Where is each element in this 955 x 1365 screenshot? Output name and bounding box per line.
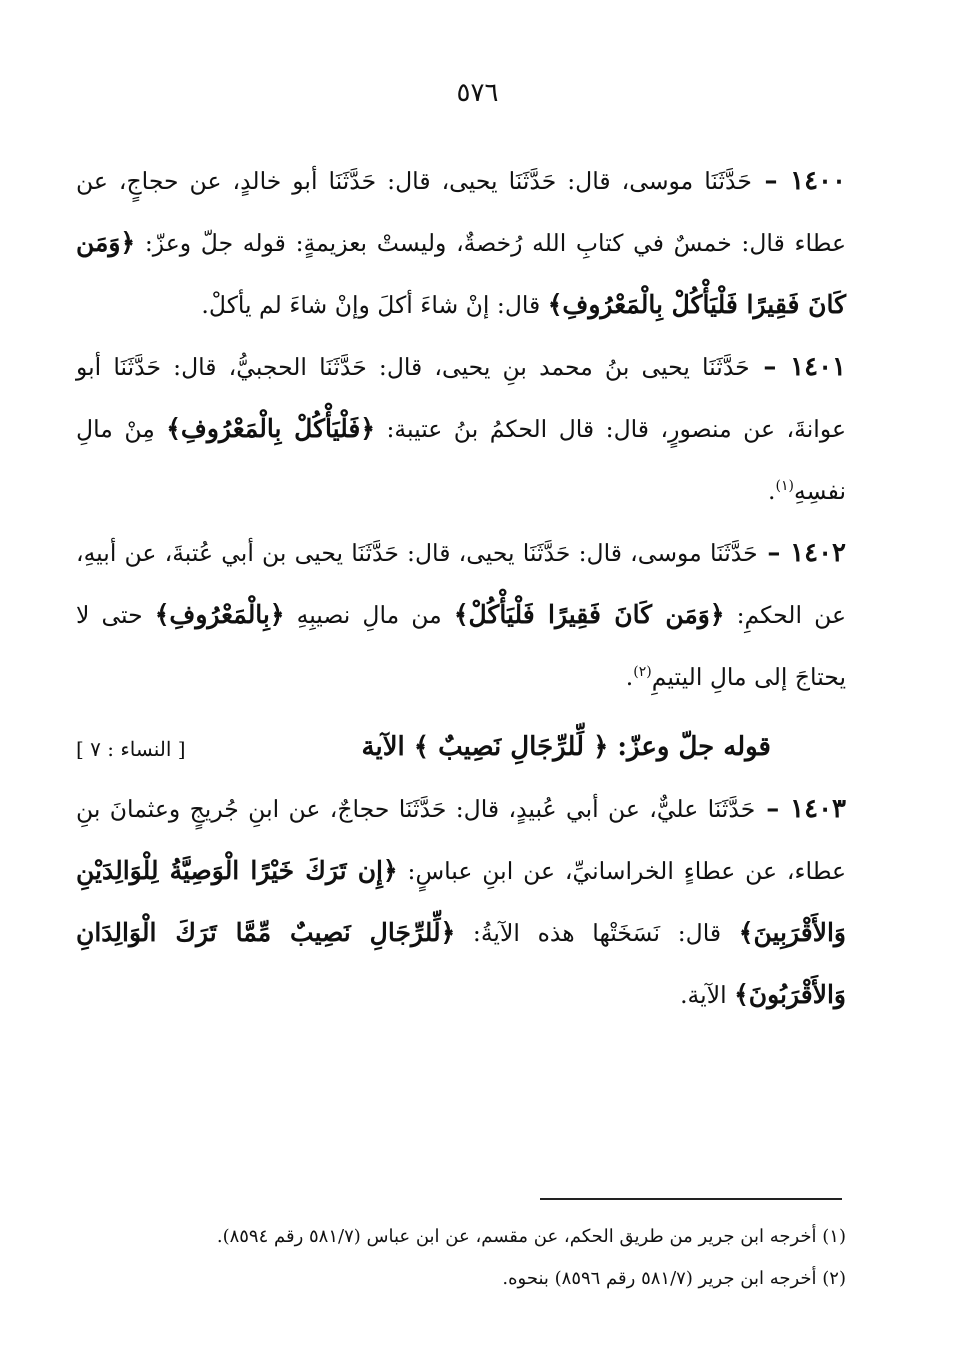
hadith-paragraph-1402 — [76, 522, 846, 708]
hadith-text: مِنْ مالِ نفسِهِ — [76, 415, 846, 505]
hadith-text: حَدَّثَنَا يحيى بنُ محمد بنِ يحيى، قال: حَدَّثَنَا الحجبيُّ، قال: حَدَّثَنَا أبو عوانةَ، عن منصورٍ، قال: قال الحكمُ بنُ عتيبة: — [76, 353, 846, 443]
hadith-text: قال: إنْ شاءَ أكلَ وإنْ شاءَ لم يأكلْ. — [201, 291, 548, 319]
hadith-paragraph-1400 — [76, 150, 846, 336]
hadith-paragraph-1403 — [76, 778, 846, 1026]
hadith-number: ١٤٠٢ — [790, 538, 846, 568]
quran-quote: ﴿إِن تَرَكَ خَيْرًا الْوَصِيَّةُ لِلْوَالِدَيْنِ وَالأَقْرَبِينَ﴾ — [76, 856, 846, 947]
footnotes — [76, 1216, 846, 1300]
hadith-dash: – — [751, 166, 791, 196]
hadith-text: قال: نَسَخَتْها هذه الآيةُ: — [455, 919, 739, 947]
quran-quote: ﴿وَمَن كَانَ فَقِيرًا فَلْيَأْكُلْ﴾ — [453, 600, 725, 629]
main-text — [76, 150, 846, 1026]
hadith-text: حَدَّثَنَا موسى، قال: حَدَّثَنَا يحيى، قال: حَدَّثَنَا أبو خالدٍ، عن حجاجٍ، عن عطاء قال: خمسٌ في كتابِ الله رُخصةٌ، وليستْ بعزيمةٍ: قوله جلّ وعزّ: — [76, 167, 846, 257]
hadith-number: ١٤٠٠ — [790, 166, 846, 196]
quran-quote: ﴿بِالْمَعْرُوفِ﴾ — [154, 600, 285, 629]
hadith-text: حَدَّثَنَا موسى، قال: حَدَّثَنَا يحيى، قال: حَدَّثَنَا يحيى بن أبي عُتبةَ، عن أبيهِ، عن الحكمِ: — [76, 539, 846, 629]
footnote-reference: (١) — [775, 478, 794, 495]
hadith-text: من مالِ نصيبِهِ — [284, 601, 454, 629]
footnote-1: (١) أخرجه ابن جرير من طريق الحكم، عن مقسم، عن ابن عباس (٥٨١/٧ رقم ٨٥٩٤). — [216, 1226, 846, 1247]
section-heading — [76, 716, 846, 778]
hadith-text: . — [768, 477, 776, 505]
hadith-text: الآية. — [680, 981, 735, 1009]
page-number: ٥٧٦ — [456, 78, 499, 108]
quran-quote: ﴿وَمَن كَانَ فَقِيرًا فَلْيَأْكُلْ بِالْمَعْرُوفِ﴾ — [76, 228, 846, 319]
hadith-dash: – — [755, 794, 791, 824]
section-heading-title: قوله جلّ وعزّ: ﴿ لِّلرِّجَالِ نَصِيبٌ ﴾ الآية — [361, 732, 771, 762]
hadith-number: ١٤٠١ — [790, 352, 846, 382]
hadith-paragraph-1401 — [76, 336, 846, 522]
surah-reference: [ النساء : ٧ ] — [76, 737, 186, 761]
quran-quote: ﴿لِّلرِّجَالِ نَصِيبٌ مِّمَّا تَرَكَ الْوَالِدَانِ وَالأَقْرَبُونَ﴾ — [76, 918, 846, 1009]
hadith-number: ١٤٠٣ — [790, 794, 847, 824]
hadith-text: حَدَّثَنَا عليٌّ، عن أبي عُبيدٍ، قال: حَدَّثَنَا حجاجٌ، عن ابنِ جُريجٍ وعثمانَ بنِ عطاء، عن عطاءٍ الخراسانيِّ، عن ابنِ عباسٍ: — [76, 795, 847, 885]
footnote-divider — [540, 1198, 842, 1200]
footnote-2: (٢) أخرجه ابن جرير (٥٨١/٧ رقم ٨٥٩٦) بنحوه. — [502, 1268, 846, 1289]
footnote-reference: (٢) — [633, 664, 652, 681]
hadith-text: حتى لا يحتاجَ إلى مالِ اليتيمِ — [76, 601, 846, 691]
hadith-dash: – — [749, 352, 791, 382]
hadith-dash: – — [757, 538, 791, 568]
hadith-text: . — [625, 663, 634, 691]
quran-quote: ﴿فَلْيَأْكُلْ بِالْمَعْرُوفِ﴾ — [166, 414, 376, 443]
